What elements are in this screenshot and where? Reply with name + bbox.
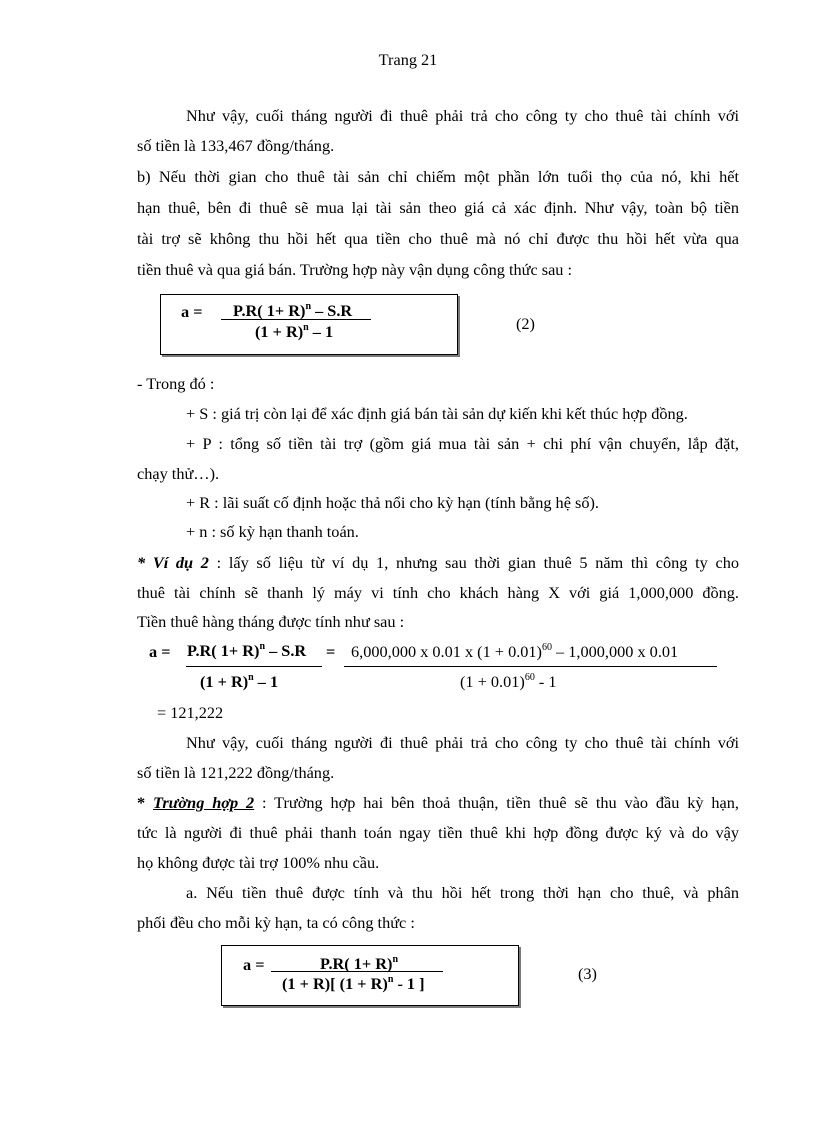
example-line: thuê tài chính sẽ thanh lý máy vi tính cho khách hàng X với giá 1,000,000 đồng. (137, 583, 739, 602)
fraction-bar (271, 971, 443, 972)
calc-numerator: P.R( 1+ R)$^n$ – S.R (187, 641, 307, 660)
fraction-bar (344, 666, 717, 667)
paragraph-line: Như vậy, cuối tháng người đi thuê phải trả cho công ty cho thuê tài chính với (186, 733, 739, 752)
list-item: + n : số kỳ hạn thanh toán. (186, 522, 359, 541)
fraction-bar (186, 666, 322, 667)
calc-numeric-denominator: $(1 + 0.01)^{60} - 1$ (460, 672, 557, 691)
equation-number: (3) (578, 964, 597, 983)
calc-result: = 121,222 (157, 703, 224, 722)
case-line: * Trường hợp 2 : Trường hợp hai bên thoả thuận, tiền thuê sẽ thu vào đầu kỳ hạn, (137, 793, 739, 812)
formula-numerator: P.R( 1+ R)$^n$ (320, 954, 399, 973)
paragraph-line: hạn thuê, bên đi thuê sẽ mua lại tài sản theo giá cả xác định. Như vậy, toàn bộ tiền (137, 198, 739, 217)
formula-lhs: a = (181, 302, 203, 321)
calc-equals: = (326, 642, 336, 661)
paragraph-line: tiền thuê và qua giá bán. Trường hợp này vận dụng công thức sau : (137, 260, 573, 279)
paragraph-line: Như vậy, cuối tháng người đi thuê phải trả cho công ty cho thuê tài chính với (186, 106, 739, 125)
case-line: tức là người đi thuê phải thanh toán ngay tiền thuê khi hợp đồng được ký và do vậy (137, 823, 739, 842)
case-line: họ không được tài trợ 100% nhu cầu. (137, 853, 380, 872)
paragraph-line: phối đều cho mỗi kỳ hạn, ta có công thức : (137, 913, 415, 932)
paragraph-line: b) Nếu thời gian cho thuê tài sản chỉ chiếm một phần lớn tuổi thọ của nó, khi hết (137, 167, 739, 186)
equation-number: (2) (516, 314, 535, 333)
paragraph-line: tài trợ sẽ không thu hồi hết qua tiền cho thuê mà nó chỉ được thu hồi hết vừa qua (137, 229, 739, 248)
formula-denominator: (1 + R)[ $(1 + R)^n - 1$ ] (282, 974, 425, 993)
paragraph-line: số tiền là 133,467 đồng/tháng. (137, 136, 335, 155)
formula-lhs: a = (243, 955, 265, 974)
example-marker: * Ví dụ 2 (137, 553, 209, 572)
formula-denominator: $(1 + R)^n - 1$ (255, 322, 334, 341)
list-item: + R : lãi suất cố định hoặc thả nổi cho kỳ hạn (tính bằng hệ số). (186, 493, 599, 512)
formula-numerator: P.R( 1+ R)$^n$ – S.R (233, 301, 353, 320)
example-line: Tiền thuê hàng tháng được tính như sau : (137, 612, 405, 631)
calc-lhs: a = (149, 642, 171, 661)
paragraph-line: số tiền là 121,222 đồng/tháng. (137, 763, 335, 782)
case-marker: Trường hợp 2 (153, 793, 255, 812)
calc-denominator: $(1 + R)^n - 1$ (200, 672, 279, 691)
list-intro: - Trong đó : (137, 374, 215, 393)
page-number: Trang 21 (378, 50, 438, 69)
paragraph-line: a. Nếu tiền thuê được tính và thu hồi hết trong thời hạn cho thuê, và phân (186, 883, 739, 902)
list-item: + P : tổng số tiền tài trợ (gồm giá mua tài sản + chi phí vận chuyển, lắp đặt, (186, 434, 739, 453)
list-item-continued: chạy thử…). (137, 464, 220, 483)
list-item: + S : giá trị còn lại để xác định giá bán tài sản dự kiến khi kết thúc hợp đồng. (186, 404, 688, 423)
example-line: * Ví dụ 2 : lấy số liệu từ ví dụ 1, nhưng sau thời gian thuê 5 năm thì công ty cho (137, 553, 739, 572)
calc-numeric-numerator: 6,000,000 x 0.01 x $(1 + 0.01)^{60} - 1,000,000$ x 0.01 (351, 642, 679, 661)
fraction-bar (221, 319, 371, 320)
